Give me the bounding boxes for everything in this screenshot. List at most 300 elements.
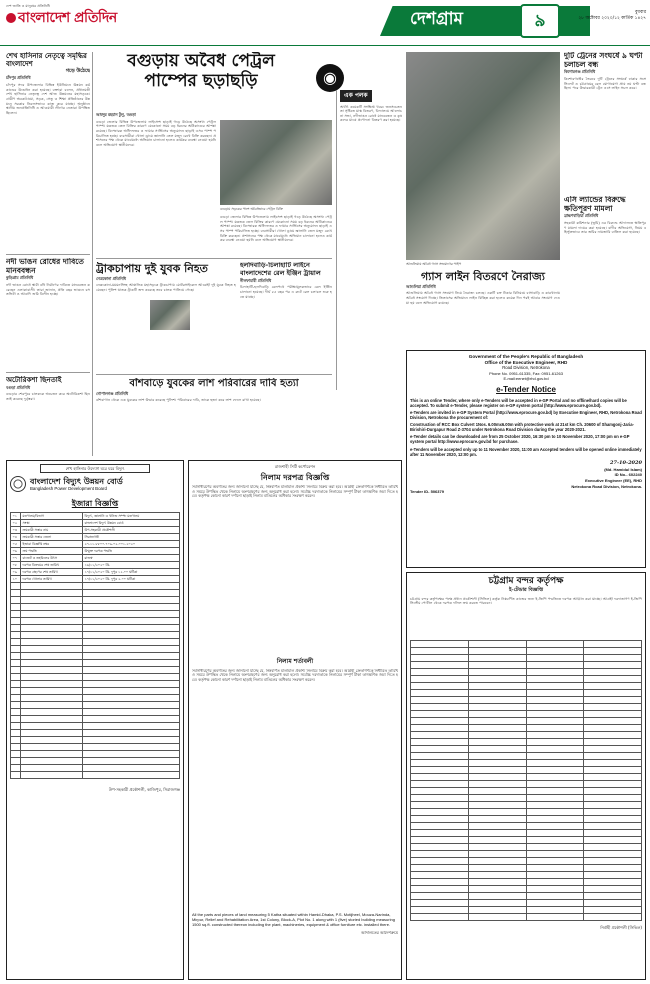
table-row [411,689,642,696]
table-row [411,857,642,864]
table-row [11,681,180,688]
empty-cell [584,815,642,822]
auction-header-line: রাজশাহী সিটি কর্পোরেশন [274,464,316,469]
row-label: ইজারা বিজ্ঞপ্তি নম্বর [21,541,83,548]
etender-para-2: e-Tenders are invited in e-GP System Portal (http://www.eprocure.gov.bd) by Executive Engineer, RHD, Netrokona Road Division, Netrokona the procurement of: [410,409,642,421]
table-row [11,702,180,709]
empty-cell [468,773,526,780]
empty-cell [11,737,21,744]
etender-title: e-Tender Notice [496,384,556,394]
row-label: ক্রয়কারী সত্তার নাম [21,527,83,534]
row-value: ১৭/১১/২০২০ খ্রি. দুপুর ২.০০ ঘটিকা [83,576,180,583]
table-row [411,808,642,815]
article-byline: নীলফামারী প্রতিনিধি [240,277,272,283]
empty-cell [468,717,526,724]
table-row [11,667,180,674]
empty-cell [411,759,469,766]
empty-cell [21,695,83,702]
empty-cell [83,660,180,667]
empty-cell [584,843,642,850]
empty-cell [411,682,469,689]
empty-cell [11,604,21,611]
empty-cell [468,661,526,668]
empty-cell [468,731,526,738]
article-byline: বগুড়া প্রতিনিধি [6,384,30,390]
row-label: সংস্থা [21,520,83,527]
empty-cell [11,611,21,618]
article-headline: নদী ভাঙন রোধের দাবিতে মানববন্ধন [6,258,84,275]
table-row [11,751,180,758]
etender-para-4: e-Tender details can be downloaded are from 25 October 2020, 16:30 pm to 10 November 2020, 17:00 pm on e-GP system portal http://www.eprocure.gov.bd for purchase. [410,434,630,445]
tanker-photo [406,52,560,260]
table-row [11,723,180,730]
empty-cell [584,864,642,871]
table-row [11,744,180,751]
ctg-body: চট্টগ্রাম বন্দর কর্তৃপক্ষের পক্ষে প্রধান প্রকৌশলী (সিভিল) কর্তৃক নিম্নবর্ণিত কাজের জন্য ই-জিপি পদ্ধতিতে দরপত্র আহ্বান করা যাচ্ছে। আগ্রহী দরদাতাগণ ই-জিপি সিস্টেম পোর্টাল থেকে দরপত্র দলিল ক্রয় করতে পারবেন। [410,596,642,606]
bpdb-title: ইজারা বিজ্ঞপ্তি [71,498,119,508]
table-row [411,773,642,780]
empty-cell [468,871,526,878]
article-byline: নেত্রকোনা প্রতিনিধি [96,275,126,281]
ctg-port-notice [406,572,646,980]
empty-cell [526,836,584,843]
date-line: ২৮ অক্টোবর ২০২০/১২ কার্তিক ১৪২৭ [578,16,646,22]
row-value: রাজস্ব [83,555,180,562]
empty-cell [526,738,584,745]
article-byline: আশুলিয়া প্রতিনিধি [406,283,436,289]
table-row [11,653,180,660]
empty-cell [584,899,642,906]
empty-cell [411,857,469,864]
empty-cell [21,709,83,716]
empty-cell [21,646,83,653]
empty-cell [83,604,180,611]
table-row [411,682,642,689]
table-row [411,654,642,661]
empty-cell [83,625,180,632]
empty-cell [11,758,21,765]
row-label: ক্রয়কারী সত্তার জেলা [21,534,83,541]
empty-cell [411,668,469,675]
empty-cell [83,702,180,709]
article-body: নেত্রকোনা-ময়মনসিংহ আঞ্চলিক মহাসড়কে ট্রাকচাপায় মোটরসাইকেল আরোহী দুই যুবক নিহত হয়েছেন। পুলিশ ঘাতক ট্রাকটি জব্দ করেছে তবে চালক পালিয়ে গেছে। [96,283,236,293]
empty-cell [21,730,83,737]
empty-cell [411,864,469,871]
empty-cell [11,695,21,702]
empty-cell [411,675,469,682]
empty-cell [411,801,469,808]
row-value: ২৭.১১.৮৮০০.৭০৯.০২.০০১.২০২০ [83,541,180,548]
article-subhead: গড়ে উঠেছে [65,68,90,75]
section-name: দেশগ্রাম [410,9,463,29]
empty-cell [584,906,642,913]
empty-cell [411,703,469,710]
empty-cell [468,857,526,864]
empty-cell [83,709,180,716]
empty-cell [21,723,83,730]
empty-cell [468,675,526,682]
empty-cell [584,780,642,787]
empty-cell [526,899,584,906]
empty-cell [411,878,469,885]
empty-cell [83,590,180,597]
empty-cell [83,618,180,625]
empty-cell [411,773,469,780]
empty-cell [584,836,642,843]
empty-cell [584,654,642,661]
main-article-body-2 [220,215,332,255]
empty-cell [11,625,21,632]
empty-cell [584,731,642,738]
empty-cell [468,787,526,794]
article-body: বাঁশবাগান থেকে এক যুবকের লাশ উদ্ধার করেছে পুলিশ। পরিবারের দাবি, তাকে হত্যা করে লাশ ফেলে রাখা হয়েছে। [96,398,261,403]
empty-cell [83,688,180,695]
article-bamboo [96,378,332,454]
empty-cell [468,682,526,689]
main-headline-line-1: বগুড়ায় অবৈধ পেট্রল [127,52,275,71]
empty-cell [584,773,642,780]
empty-cell [21,604,83,611]
tractor-photo [150,300,190,330]
empty-cell [11,772,21,779]
empty-cell [584,710,642,717]
empty-cell [411,913,469,920]
empty-cell [468,724,526,731]
table-row [11,758,180,765]
empty-cell [526,689,584,696]
empty-cell [468,640,526,647]
empty-cell [11,681,21,688]
empty-cell [584,647,642,654]
empty-cell [411,724,469,731]
table-row [11,562,180,569]
table-row [411,780,642,787]
empty-cell [411,689,469,696]
empty-cell [468,696,526,703]
empty-cell [526,731,584,738]
row-label: বাজেট ও তহবিলের উৎস [21,555,83,562]
etender-notice [406,350,646,568]
empty-cell [526,675,584,682]
empty-cell [411,836,469,843]
article-body: সহকারী কমিশনার (ভূমি) এর বিরুদ্ধে আদালতে ক্ষতিপূরণ মামলা দায়ের করা হয়েছে। বাদীর অভিযোগ, নিয়ম বহির্ভূতভাবে তার জমির নামজারি বাতিল করা হয়েছে। [564,220,646,235]
empty-cell [21,744,83,751]
empty-cell [411,906,469,913]
row-label: দরপত্র বিক্রয়ের শেষ তারিখ [21,562,83,569]
empty-cell [468,668,526,675]
empty-cell [11,723,21,730]
table-row [11,765,180,772]
empty-cell [83,653,180,660]
empty-cell [21,765,83,772]
empty-cell [526,745,584,752]
article-river [6,258,90,370]
article-body: বগুড়ার শেরপুরে চালককে অচেতন করে অটোরিকশা ছিনতাই করেছে দুর্বৃত্তরা। [6,392,90,402]
empty-cell [11,590,21,597]
row-label: মন্ত্রণালয়/বিভাগ [21,513,83,520]
empty-cell [526,829,584,836]
article-headline: শেখ হাসিনার নেতৃত্বে সমৃদ্ধির বাংলাদেশ [6,52,87,69]
row-number: ০৬ [11,548,21,555]
etender-signature [410,460,642,489]
empty-cell [584,794,642,801]
empty-cell [21,667,83,674]
masthead [0,0,650,46]
bpdb-footer: উপ-সহকারী প্রকৌশলী, কাজিপুর, সিরাজগঞ্জ [108,787,180,792]
table-row [411,717,642,724]
main-photo [220,120,332,205]
table-row [411,640,642,647]
issue-date [568,10,646,22]
empty-cell [584,682,642,689]
table-row [11,674,180,681]
table-row [11,730,180,737]
table-row [11,737,180,744]
table-row [411,906,642,913]
empty-cell [584,857,642,864]
empty-cell [83,681,180,688]
empty-cell [411,885,469,892]
empty-cell [468,794,526,801]
empty-cell [468,864,526,871]
auction-english-description: All the parts and pieces of land measuring 5 Katha situated within Hamid-Dhaka, P.S. Motijheel, Mouza-Narinda, Mirpur, Relief and Rehabilitation Area, 1st Colony, Block-A, Plot No. 1 along with 1 (five) storied building measuring 1500 sq.ft. constructed thereon including the plant, machineries, equipment & office furniture etc. installed there. [192,911,395,927]
main-body-continued: বগুড়া জেলার বিভিন্ন উপজেলায় লাইসেন্স ছাড়াই গড়ে উঠেছে অসংখ্য পেট্রল পাম্প। যত্রতত্র তেল বিক্রির কারণে যেকোনো সময় বড় ধরনের অগ্নিকাণ্ডের আশঙ্কা রয়েছে। বিস্ফোরক অধিদফতর ও ফায়ার সার্ভিসের অনুমোদন ছাড়াই এসব পাম্প পরিচালিত হচ্ছে। ব্যবসায়ীরা খোলা ড্রামে জ্বালানি তেল মজুদ রেখে বিক্রি করছেন। প্রশাসনের পক্ষ থেকে মাঝেমধ্যে অভিযান চালানো হলেও কার্যকর ব্যবস্থা নেওয়া হয়নি বলে অভিযোগ স্থানীয়দের। [220,215,332,243]
tanker-photo-caption: আশুলিয়ায় অবৈধ গ্যাস সংযোগের পাইপ [406,262,462,266]
empty-cell [468,822,526,829]
empty-cell [468,836,526,843]
empty-cell [21,590,83,597]
empty-cell [411,822,469,829]
article-headline: হলদিবাড়ি-চিলাহাটি লাইনে বাংলাদেশের রেল ইঞ্জিন ট্রায়াল [240,262,321,277]
empty-cell [21,639,83,646]
empty-cell [526,654,584,661]
ctg-signature: নির্বাহী প্রকৌশলী (সিভিল) [600,924,642,930]
empty-cell [584,717,642,724]
empty-cell [83,695,180,702]
table-row [11,646,180,653]
table-row [411,675,642,682]
table-row [411,759,642,766]
article-byline: কুড়িগ্রাম প্রতিনিধি [6,275,34,281]
empty-cell [526,878,584,885]
table-row [11,611,180,618]
empty-cell [11,765,21,772]
table-row [11,541,180,548]
article-train [564,52,646,192]
empty-cell [526,843,584,850]
empty-cell [11,716,21,723]
empty-cell [411,794,469,801]
empty-cell [411,808,469,815]
article-body: আশুলিয়ায় অবৈধ গ্যাস সংযোগ নিয়ে নৈরাজ্য চলছে। একটি চক্র টাকার বিনিময়ে বাসাবাড়ি ও কারখানায় অবৈধ সংযোগ দিচ্ছে। তিতাসের অভিযানে লাইন বিচ্ছিন্ন করা হলেও কয়েক দিন পরই আবার সংযোগ দেওয়া হয় বলে অভিযোগ রয়েছে। [406,291,560,305]
section-marker-icon: ◉ [316,64,344,92]
empty-cell [468,738,526,745]
empty-cell [21,583,83,590]
empty-cell [468,808,526,815]
table-row [11,576,180,583]
empty-cell [526,871,584,878]
article-byline: ব্রাহ্মণবাড়িয়া প্রতিনিধি [564,213,599,219]
table-row [411,745,642,752]
bpdb-notice [6,460,184,980]
empty-cell [83,674,180,681]
divider [6,372,90,373]
empty-cell [584,829,642,836]
empty-cell [584,724,642,731]
empty-cell [21,625,83,632]
empty-cell [83,723,180,730]
auction-signature: আদালতের আদেশক্রমে [361,929,398,935]
article-land [564,196,646,346]
article-body: চাঁদপুর সদর উপজেলার বিভিন্ন ইউনিয়নে উন্নয়ন কর্মকাণ্ডের উদ্বোধন করা হয়েছে। বক্তারা বলেন, প্রধানমন্ত্রী শেখ হাসিনার নেতৃত্বে দেশ আজ উন্নয়নের মহাসড়কে। গ্রামীণ অবকাঠামো, সড়ক, সেতু ও শিক্ষা প্রতিষ্ঠানের উন্নয়নে সরকার নিরলসভাবে কাজ করে যাচ্ছে। অনুষ্ঠানে স্থানীয় জনপ্রতিনিধি ও আওয়ামী লীগের নেতারা উপস্থিত ছিলেন। [6,83,90,115]
empty-cell [21,772,83,779]
row-value: সিরাজগঞ্জ [83,534,180,541]
newspaper-logo [6,4,136,38]
empty-cell [411,829,469,836]
empty-cell [468,815,526,822]
empty-cell [584,661,642,668]
article-body: চিলাহাটি-হলদিবাড়ি রেলপথে পরীক্ষামূলকভাবে রেল ইঞ্জিন চালানো হয়েছে। দীর্ঘ ৫৫ বছর পর এ রুটে রেল চলাচল শুরু হতে যাচ্ছে। [240,285,332,299]
empty-cell [526,913,584,920]
table-row [11,555,180,562]
empty-cell [526,640,584,647]
row-value: বাংলাদেশ বিদ্যুৎ উন্নয়ন বোর্ড [83,520,180,527]
table-row [411,752,642,759]
empty-cell [11,583,21,590]
row-value: উপ-সহকারী প্রকৌশলী [83,527,180,534]
empty-cell [21,611,83,618]
article-byline: কিশোরগঞ্জ প্রতিনিধি [564,69,596,75]
divider [96,374,332,375]
empty-cell [21,716,83,723]
auction-subtitle: নিলাম শর্তাবলী [276,658,314,665]
table-row [11,513,180,520]
etender-gov: Government of the People's Republic of Bangladesh [468,354,584,359]
table-row [11,583,180,590]
table-row [11,695,180,702]
empty-cell [584,738,642,745]
signature-id: ID No.- 602240 [614,472,642,478]
ctg-subtitle: ই-টেন্ডার বিজ্ঞপ্তি [509,587,543,594]
empty-cell [11,639,21,646]
empty-cell [526,815,584,822]
bpdb-table [10,512,180,779]
row-number: ০৪ [11,534,21,541]
bpdb-org-en: Bangladesh Power Development Board [30,486,107,492]
row-number: ০৩ [11,527,21,534]
article-gas [406,270,560,345]
empty-cell [21,737,83,744]
signature-name: (Md. Hamidul Islam) [604,466,642,472]
article-left-top [6,52,90,252]
empty-cell [411,780,469,787]
empty-cell [11,667,21,674]
main-headline-line-2: পাম্পের ছড়াছড়ি [144,70,258,91]
empty-cell [83,751,180,758]
empty-cell [83,646,180,653]
empty-cell [11,751,21,758]
table-row [411,913,642,920]
page-number: ৯ [520,4,560,38]
empty-cell [21,674,83,681]
bpdb-emblem-icon [10,476,26,492]
empty-cell [21,702,83,709]
empty-cell [83,716,180,723]
etender-office: Office of the Executive Engineer, RHD [484,359,568,365]
empty-cell [411,640,469,647]
table-row [11,688,180,695]
article-rail [240,262,332,372]
table-row [411,710,642,717]
row-label: দরপত্র খোলার তারিখ [21,576,83,583]
empty-cell [83,737,180,744]
empty-cell [584,640,642,647]
table-row [411,892,642,899]
article-byline: গোপালগঞ্জ প্রতিনিধি [96,390,129,396]
divider [96,258,332,259]
row-number: ০২ [11,520,21,527]
empty-cell [584,766,642,773]
empty-cell [584,822,642,829]
table-row [411,703,642,710]
signature-office: Netrokona Road Division, Netrokona. [571,483,642,489]
etender-email: E-mail:eenet@rhd.gov.bd [503,375,549,381]
empty-cell [11,744,21,751]
logo-title: বাংলাদেশ প্রতিদিন [6,10,136,28]
empty-cell [468,850,526,857]
etender-phone: Phone No. 0951-61335, Fax: 0951-61263 [489,370,563,376]
auction-terms: সর্বসাধারণের অবগতির জন্য জানানো যাচ্ছে যে, নিম্নবর্ণিত মালামাল প্রকাশ্য নিলামে বিক্রয় করা হবে। আগ্রহী ক্রেতাগণকে নির্ধারিত তারিখ ও সময়ে উপস্থিত থেকে নিলামে অংশগ্রহণের জন্য অনুরোধ করা হলো। সর্বোচ্চ দরদাতাকে নিলামের সম্পূর্ণ টাকা তাৎক্ষণিক জমা দিতে হবে। কর্তৃপক্ষ কোনো কারণ দর্শানো ছাড়াই নিলাম বাতিলের অধিকার সংরক্ষণ করেন। [192,668,398,682]
row-number: ১০ [11,576,21,583]
empty-cell [83,765,180,772]
empty-cell [468,759,526,766]
empty-cell [584,696,642,703]
empty-cell [526,892,584,899]
table-row [411,843,642,850]
empty-cell [526,885,584,892]
empty-cell [411,850,469,857]
empty-cell [584,752,642,759]
article-headline: ট্রাকচাপায় দুই যুবক নিহত [96,262,208,275]
empty-cell [526,801,584,808]
empty-cell [526,864,584,871]
table-row [11,639,180,646]
empty-cell [83,583,180,590]
row-label: দরপত্র গ্রহণের শেষ তারিখ [21,569,83,576]
table-row [11,660,180,667]
empty-cell [11,618,21,625]
main-article-body [96,112,216,252]
article-byline: চাঁদপুর প্রতিনিধি [6,75,31,81]
empty-cell [411,696,469,703]
empty-cell [526,822,584,829]
table-row [411,864,642,871]
empty-cell [584,745,642,752]
table-row [411,822,642,829]
empty-cell [411,787,469,794]
auction-body: সর্বসাধারণের অবগতির জন্য জানানো যাচ্ছে যে, নিম্নবর্ণিত মালামাল প্রকাশ্য নিলামে বিক্রয় করা হবে। আগ্রহী ক্রেতাগণকে নির্ধারিত তারিখ ও সময়ে উপস্থিত থেকে নিলামে অংশগ্রহণের জন্য অনুরোধ করা হলো। সর্বোচ্চ দরদাতাকে নিলামের সম্পূর্ণ টাকা তাৎক্ষণিক জমা দিতে হবে। কর্তৃপক্ষ কোনো কারণ দর্শানো ছাড়াই নিলাম বাতিলের অধিকার সংরক্ষণ করেন। [192,485,398,499]
empty-cell [584,703,642,710]
empty-cell [411,752,469,759]
article-headline: গ্যাস লাইন বিতরণে নৈরাজ্য [421,270,545,283]
empty-cell [411,654,469,661]
main-byline: আবদুর রহমান টুলু, বগুড়া [96,112,136,117]
empty-cell [584,808,642,815]
auction-title: নিলাম দরপত্র বিজ্ঞপ্তি [260,472,330,482]
empty-cell [526,724,584,731]
empty-cell [11,709,21,716]
empty-cell [21,688,83,695]
